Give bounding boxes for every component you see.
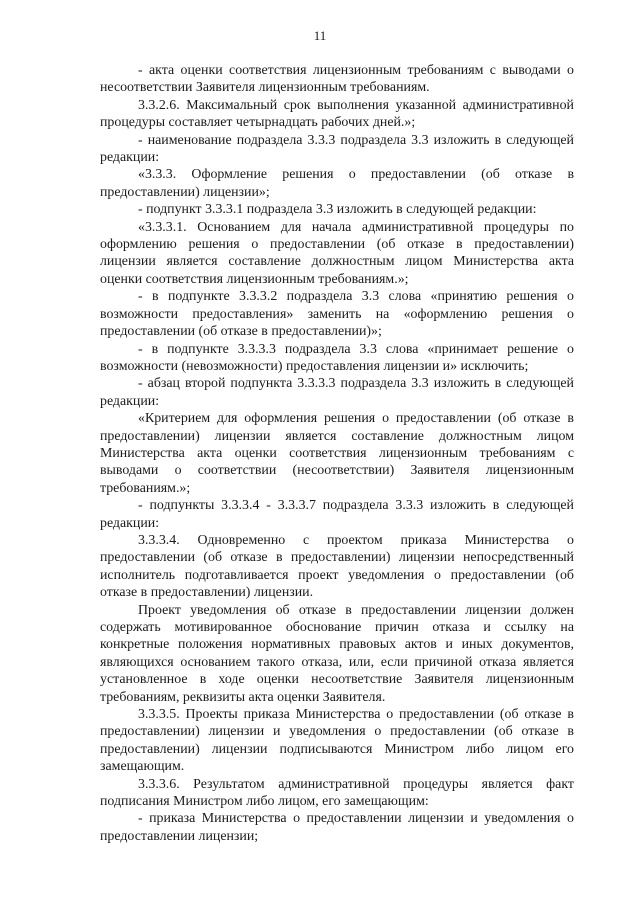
paragraph: - в подпункте 3.3.3.3 подраздела 3.3 слова «принимает решение о возможности (невозможности) предоставления лицензии и» исключить; <box>100 341 574 374</box>
paragraph: - наименование подраздела 3.3.3 подраздела 3.3 изложить в следующей редакции: <box>100 132 574 166</box>
paragraph: 3.3.2.6. Максимальный срок выполнения указанной административной процедуры составляет четырнадцать рабочих дней.»; <box>100 97 574 131</box>
page-number: 11 <box>313 28 327 43</box>
paragraph: - приказа Министерства о предоставлении лицензии и уведомления о предоставлении лицензии; <box>100 811 574 844</box>
paragraph: 3.3.3.5. Проекты приказа Министерства о предоставлении (об отказе в предоставлении) лицензии и уведомления о предоставлении (об отказе в предоставлении) лицензии подписываются Министром либо лицом его замещающим. <box>100 707 574 775</box>
paragraph: 3.3.3.6. Результатом административной процедуры является факт подписания Министром либо лицом, его замещающим: <box>100 776 574 810</box>
document-body <box>100 62 574 845</box>
paragraph: «Критерием для оформления решения о предоставлении (об отказе в предоставлении) лицензии является составление должностным лицом Министерства акта оценки соответствия лицензионным требованиям с выводами о соответствии (несоответствии) Заявителя лицензионным требованиям.»; <box>100 411 574 496</box>
paragraph: - подпункт 3.3.3.1 подраздела 3.3 изложить в следующей редакции: <box>138 202 537 218</box>
paragraph: - акта оценки соответствия лицензионным требованиям с выводами о несоответствии Заявителя лицензионным требованиям. <box>100 63 574 96</box>
paragraph: Проект уведомления об отказе в предоставлении лицензии должен содержать мотивированное обоснование причин отказа и ссылку на конкретные положения нормативных правовых актов и иных документов, являющихся основанием такого отказа, или, если причиной отказа является установленное в ходе оценки несоответствие Заявителя лицензионным требованиям, реквизиты акта оценки Заявителя. <box>100 602 574 705</box>
paragraph: - подпункты 3.3.3.4 - 3.3.3.7 подраздела 3.3.3 изложить в следующей редакции: <box>100 498 574 531</box>
paragraph: - в подпункте 3.3.3.2 подраздела 3.3 слова «принятию решения о возможности предоставления» заменить на «оформлению решения о предоставлении (об отказе в предоставлении)»; <box>100 289 574 340</box>
paragraph: 3.3.3.4. Одновременно с проектом приказа Министерства о предоставлении (об отказе в предоставлении) лицензии непосредственный исполнитель подготавливается проект уведомления о предоставлении (об отказе в предоставлении) лицензии. <box>100 532 574 601</box>
paragraph: «3.3.3. Оформление решения о предоставлении (об отказе в предоставлении) лицензии»; <box>100 167 574 200</box>
paragraph: «3.3.3.1. Основанием для начала административной процедуры по оформлению решения о предоставлении (об отказе в предоставлении) лицензии является составление должностным лицом Министерства акта оценки соответствия лицензионным требованиям.»; <box>100 219 574 287</box>
paragraph: - абзац второй подпункта 3.3.3.3 подраздела 3.3 изложить в следующей редакции: <box>100 376 574 409</box>
